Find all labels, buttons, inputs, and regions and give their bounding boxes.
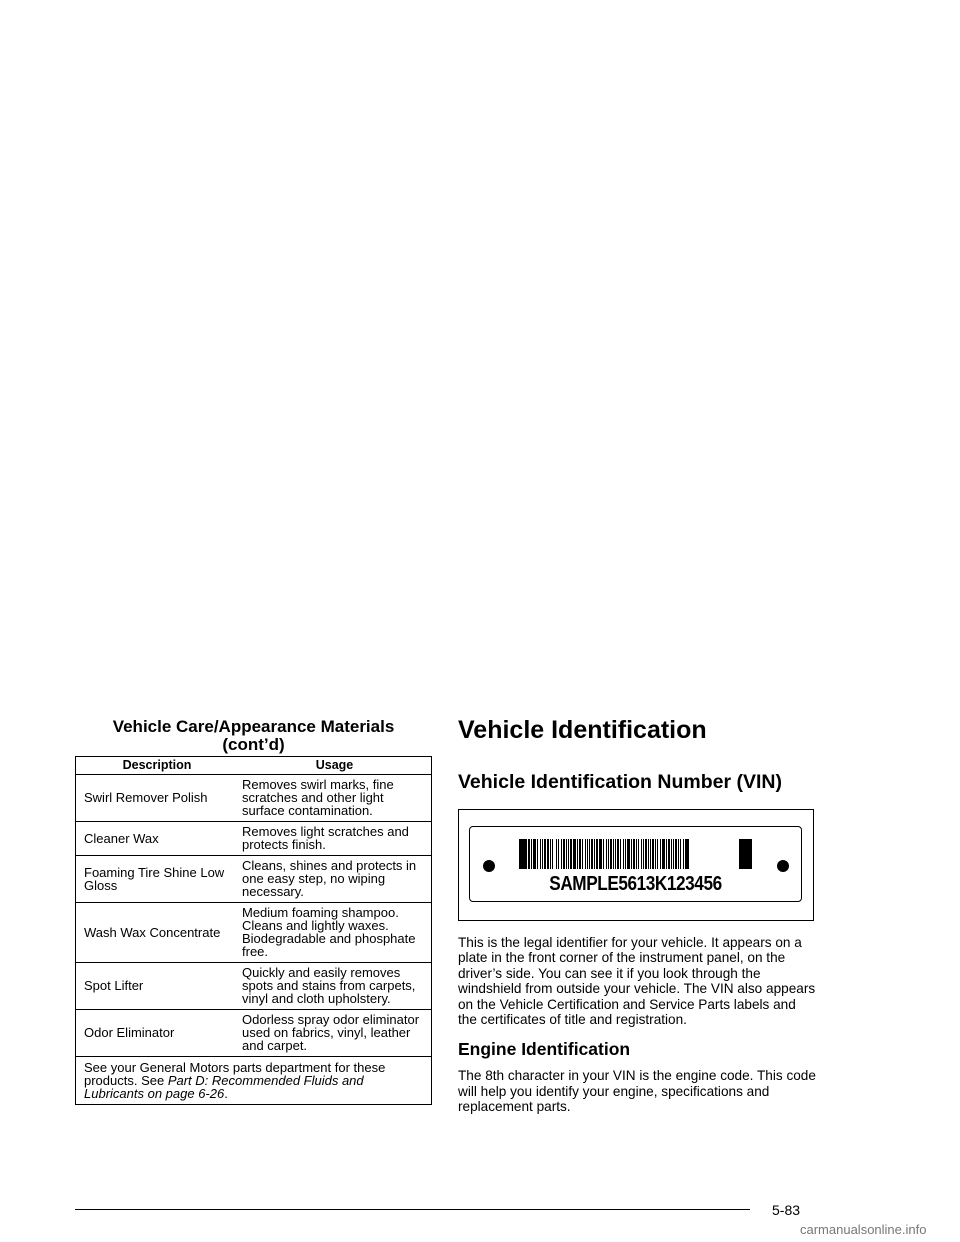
table-note: [76, 1057, 432, 1105]
table-row: [76, 775, 432, 822]
table-header-row: [76, 757, 432, 775]
table-row: [76, 822, 432, 856]
row-usage: Odorless spray odor eliminator used on fabrics, vinyl, leather and carpet.: [238, 1010, 432, 1057]
header-usage: Usage: [238, 757, 432, 775]
table-title-line1: Vehicle Care/Appearance Materials: [112, 717, 395, 736]
page-number: 5-83: [772, 1202, 801, 1218]
engine-heading: Engine Identification: [458, 1039, 631, 1060]
header-description: Description: [76, 757, 239, 775]
vin-plate: [469, 826, 802, 902]
vehicle-identification-section: [458, 715, 818, 1115]
care-materials-table: [75, 756, 432, 1105]
table-row: [76, 1010, 432, 1057]
footer-rule: [75, 1209, 750, 1210]
engine-paragraph: The 8th character in your VIN is the engine code. This code will help you identify your engine, specifications and replacement parts.: [458, 1068, 816, 1115]
table-row: [76, 856, 432, 903]
row-usage: Quickly and easily removes spots and stains from carpets, vinyl and cloth upholstery.: [238, 963, 432, 1010]
row-description: Swirl Remover Polish: [76, 775, 239, 822]
rivet-icon: [777, 860, 789, 872]
vin-illustration: [458, 809, 814, 921]
row-usage: Removes light scratches and protects finish.: [238, 822, 432, 856]
watermark: carmanualsonline.info: [800, 1222, 927, 1237]
care-materials-section: [75, 718, 432, 1105]
row-usage: Medium foaming shampoo. Cleans and lightly waxes. Biodegradable and phosphate free.: [238, 903, 432, 963]
note-text: See your General Motors parts department for these products. See: [84, 1060, 386, 1088]
table-note-row: [76, 1057, 432, 1105]
row-description: Spot Lifter: [76, 963, 239, 1010]
row-description: Cleaner Wax: [76, 822, 239, 856]
table-row: [76, 963, 432, 1010]
row-description: Foaming Tire Shine Low Gloss: [76, 856, 239, 903]
row-usage: Removes swirl marks, fine scratches and other light surface contamination.: [238, 775, 432, 822]
note-end: .: [224, 1086, 228, 1101]
vin-sample-text: SAMPLE5613K123456: [549, 873, 722, 895]
table-row: [76, 903, 432, 963]
vin-paragraph: This is the legal identifier for your vehicle. It appears on a plate in the front corner of the instrument panel, on the driver’s side. You can see it if you look through the windshield from outside your vehicle. The VIN also appears on the Vehicle Certification and Service Parts labels and the certificates of title and registration.: [458, 935, 816, 1028]
table-title-line2: (cont’d): [222, 735, 285, 754]
row-usage: Cleans, shines and protects in one easy step, no wiping necessary.: [238, 856, 432, 903]
table-title: [75, 718, 432, 754]
barcode-icon: [519, 839, 752, 869]
section-title: Vehicle Identification: [458, 716, 707, 744]
note-cross-reference-link[interactable]: Part D: Recommended Fluids and Lubricants on page 6-26: [84, 1073, 364, 1101]
rivet-icon: [483, 860, 495, 872]
row-description: Odor Eliminator: [76, 1010, 239, 1057]
vin-heading: Vehicle Identification Number (VIN): [458, 771, 782, 793]
row-description: Wash Wax Concentrate: [76, 903, 239, 963]
